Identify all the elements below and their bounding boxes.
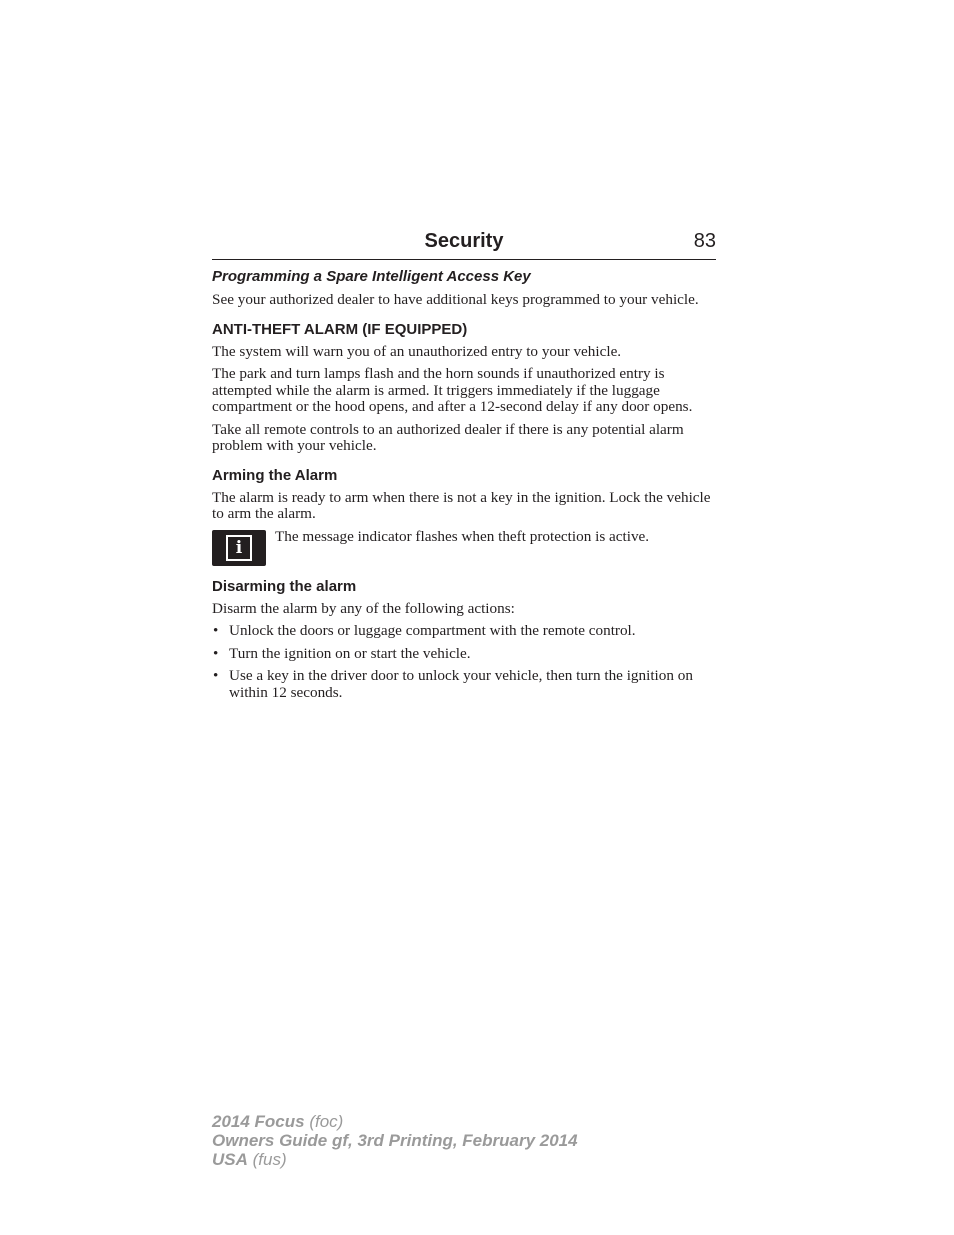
list-item: [212, 646, 716, 663]
disarming-heading: Disarming the alarm: [212, 577, 357, 595]
manual-page: [212, 228, 716, 707]
footer-model-code: (foc): [309, 1112, 344, 1131]
anti-theft-paragraph-1: The system will warn you of an unauthorized entry to your vehicle.: [212, 342, 622, 360]
info-note-text: The message indicator flashes when theft protection is active.: [275, 527, 650, 545]
footer-market-line: [212, 1150, 578, 1169]
page-footer: [212, 1112, 578, 1169]
disarming-intro: Disarm the alarm by any of the following actions:: [212, 599, 515, 617]
anti-theft-paragraph-2: The park and turn lamps flash and the horn sounds if unauthorized entry is attempted while the alarm is armed. It triggers immediately if the luggage compartment or the hood opens, and after a 12-second delay if any door opens.: [212, 365, 693, 415]
page-title: Security: [424, 230, 504, 252]
info-note: [212, 529, 716, 566]
page-header: [212, 228, 716, 260]
anti-theft-heading: ANTI-THEFT ALARM (IF EQUIPPED): [212, 320, 468, 338]
info-icon-glyph: i: [226, 535, 252, 561]
bullet-icon: •: [213, 622, 219, 639]
arming-heading: Arming the Alarm: [212, 466, 338, 484]
info-icon: [212, 530, 266, 566]
footer-guide: Owners Guide gf, 3rd Printing, February 2014: [212, 1131, 578, 1150]
footer-model: 2014 Focus: [212, 1112, 305, 1131]
footer-model-line: [212, 1112, 578, 1131]
footer-market: USA: [212, 1150, 248, 1169]
footer-market-code: (fus): [252, 1150, 287, 1169]
anti-theft-paragraph-3: Take all remote controls to an authorized dealer if there is any potential alarm problem with your vehicle.: [212, 420, 684, 454]
list-item: [212, 668, 716, 701]
list-item-text: Turn the ignition on or start the vehicle.: [229, 644, 471, 662]
disarming-list: [212, 623, 716, 701]
page-number: 83: [693, 230, 716, 252]
arming-text: The alarm is ready to arm when there is not a key in the ignition. Lock the vehicle to arm the alarm.: [212, 488, 711, 522]
spare-key-heading: Programming a Spare Intelligent Access Key: [212, 268, 531, 285]
spare-key-text: See your authorized dealer to have additional keys programmed to your vehicle.: [212, 291, 699, 308]
list-item: [212, 623, 716, 640]
list-item-text: Unlock the doors or luggage compartment with the remote control.: [229, 622, 636, 639]
list-item-text: Use a key in the driver door to unlock your vehicle, then turn the ignition on within 12 seconds.: [229, 667, 693, 701]
bullet-icon: •: [213, 667, 219, 684]
bullet-icon: •: [213, 644, 219, 662]
